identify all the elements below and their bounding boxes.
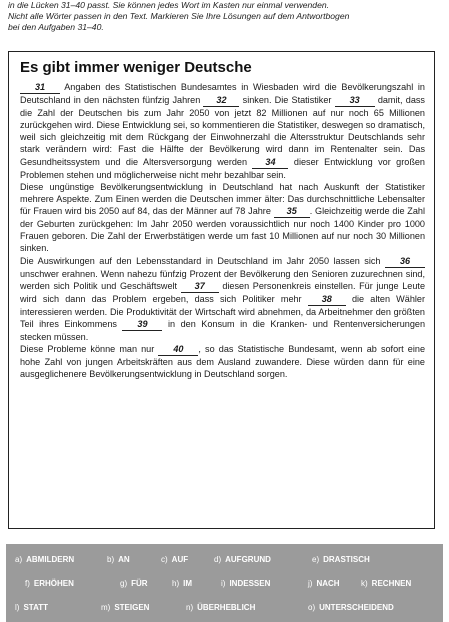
option-word: NACH <box>316 579 340 588</box>
options-row <box>6 555 443 571</box>
article-text <box>20 81 425 380</box>
option-letter: h) <box>172 579 180 588</box>
option-word: AUFGRUND <box>225 555 271 564</box>
option-word: IM <box>183 579 193 588</box>
gap-31: 31 <box>20 83 60 94</box>
option-l <box>15 603 48 612</box>
option-word: DRASTISCH <box>323 555 370 564</box>
paragraph-text: damit, dass die Zahl der Deutschen bis zum Jahr 2050 von jetzt 82 Millionen auf nur noch 65 Millionen zurückgehen wird. Diese Entwicklung sei, so kommentieren die Statistiker, deswegen so dramatisch, weil sich gleichzeitig mit dem Rückgang der Einwohnerzahl die Altersstruktur Deutschlands sehr stark verändern wird: Fast die Hälfte der Bevölkerung wird dann im Rentenalter sein. Das Gesundheitssystem und die Altersversorgung werden <box>20 95 425 167</box>
option-g <box>120 579 148 588</box>
instruction-line: bei den Aufgaben 31–40. <box>8 22 104 33</box>
option-letter: b) <box>107 555 115 564</box>
article-paragraph <box>20 181 425 255</box>
option-letter: n) <box>186 603 194 612</box>
article-box <box>8 51 435 529</box>
paragraph-text: in den Konsum in die Kranken- und Rentenversicherungen stecken müssen. <box>20 318 425 342</box>
options-row <box>6 579 443 595</box>
option-word: STEIGEN <box>114 603 150 612</box>
option-word: INDESSEN <box>229 579 271 588</box>
option-letter: e) <box>312 555 320 564</box>
option-word: AUF <box>171 555 189 564</box>
option-word: ERHÖHEN <box>33 579 74 588</box>
gap-35: 35 <box>274 207 310 218</box>
gap-36: 36 <box>385 257 425 268</box>
paragraph-text: diesen Personenkreis einstellen. Für junge Leute wird sich dann das Problem ergeben, dass sich Politiker mehr <box>20 280 426 304</box>
gap-38: 38 <box>308 295 346 306</box>
option-letter: g) <box>120 579 128 588</box>
article-paragraph <box>20 343 425 380</box>
paragraph-text: Diese ungünstige Bevölkerungsentwicklung in Deutschland hat nach Auskunft der Statistiker mehrere Aspekte. Zum Einen werden die Deutschen immer älter: Das durchschnittliche Lebensalter für Frauen wird bis 2050 auf 84, das der Männer auf 78 Jahre <box>20 181 425 217</box>
option-letter: o) <box>308 603 316 612</box>
gap-40: 40 <box>158 345 198 356</box>
option-n <box>186 603 255 612</box>
option-letter: k) <box>361 579 368 588</box>
option-k <box>361 579 411 588</box>
paragraph-text: , so das Statistische Bundesamt, wenn ab sofort eine hohe Zahl von jungen Arbeitskräften aus dem Ausland zuwandere. Diese würden dann für eine ausgeglichenere Bevölkerungsentwicklung in Deutschland sorgen. <box>20 344 425 380</box>
option-word: AN <box>118 555 130 564</box>
option-i <box>221 579 270 588</box>
article-paragraph <box>20 81 425 181</box>
article-title: Es gibt immer weniger Deutsche <box>20 59 252 76</box>
option-m <box>101 603 149 612</box>
instruction-line: in die Lücken 31–40 passt. Sie können jedes Wort im Kasten nur einmal verwenden. <box>8 0 330 10</box>
gap-34: 34 <box>252 158 288 169</box>
option-a <box>15 555 74 564</box>
option-b <box>107 555 130 564</box>
paragraph-text: unschwer erahnen. Wenn nahezu fünfzig Prozent der Bevölkerung den Senioren zuzurechnen sind, werden sich Politik und Geschäftswelt <box>20 268 425 291</box>
option-word: ABMILDERN <box>26 555 75 564</box>
gap-37: 37 <box>181 282 219 293</box>
option-letter: f) <box>25 579 30 588</box>
option-word: ÜBERHEBLICH <box>197 603 256 612</box>
paragraph-text: dieser Entwicklung vor großen Problemen stehen und möglicherweise nicht mehr bezahlbar sein. <box>20 156 425 180</box>
option-h <box>172 579 192 588</box>
gap-39: 39 <box>122 320 162 331</box>
options-row <box>6 603 443 619</box>
gap-32: 32 <box>203 96 239 107</box>
option-e <box>312 555 370 564</box>
option-o <box>308 603 394 612</box>
option-word: UNTERSCHEIDEND <box>319 603 394 612</box>
option-word: RECHNEN <box>371 579 412 588</box>
paragraph-text: die alten Wähler interessieren werden. Die Produktivität der Wirtschaft wird abnehmen, da Arbeitnehmer den größten Teil ihres Einkommens <box>20 293 425 329</box>
option-word: FÜR <box>131 579 148 588</box>
article-paragraph <box>20 255 425 343</box>
option-f <box>25 579 74 588</box>
option-letter: j) <box>308 579 313 588</box>
option-c <box>161 555 188 564</box>
option-j <box>308 579 340 588</box>
paragraph-text: Angaben des Statistischen Bundesamtes in Wiesbaden wird die Bevölkerungszahl in Deutschland in den nächsten fünfzig Jahren <box>20 82 425 105</box>
option-d <box>214 555 271 564</box>
paragraph-text: Diese Probleme könne man nur <box>20 344 159 355</box>
task-instructions <box>8 0 444 34</box>
option-letter: d) <box>214 555 222 564</box>
option-letter: c) <box>161 555 168 564</box>
paragraph-text: . Gleichzeitig werde die Zahl der Geburten zurückgehen: Im Jahr 2050 werden voraussichtlich nur noch 1400 Kinder pro 1000 Frauen geboren. Die Zahl der Erwerbstätigen werde um fast 10 Millionen auf nur noch 30 Millionen sinken. <box>20 206 426 254</box>
option-letter: i) <box>221 579 226 588</box>
option-letter: a) <box>15 555 23 564</box>
option-letter: l) <box>15 603 20 612</box>
gap-33: 33 <box>335 96 375 107</box>
word-options-box <box>6 544 443 622</box>
paragraph-text: sinken. Die Statistiker <box>239 95 335 105</box>
instruction-line: Nicht alle Wörter passen in den Text. Markieren Sie Ihre Lösungen auf dem Antwortbogen <box>8 11 350 22</box>
option-word: STATT <box>23 603 49 612</box>
paragraph-text: Die Auswirkungen auf den Lebensstandard in Deutschland im Jahr 2050 lassen sich <box>20 255 385 266</box>
option-letter: m) <box>101 603 111 612</box>
